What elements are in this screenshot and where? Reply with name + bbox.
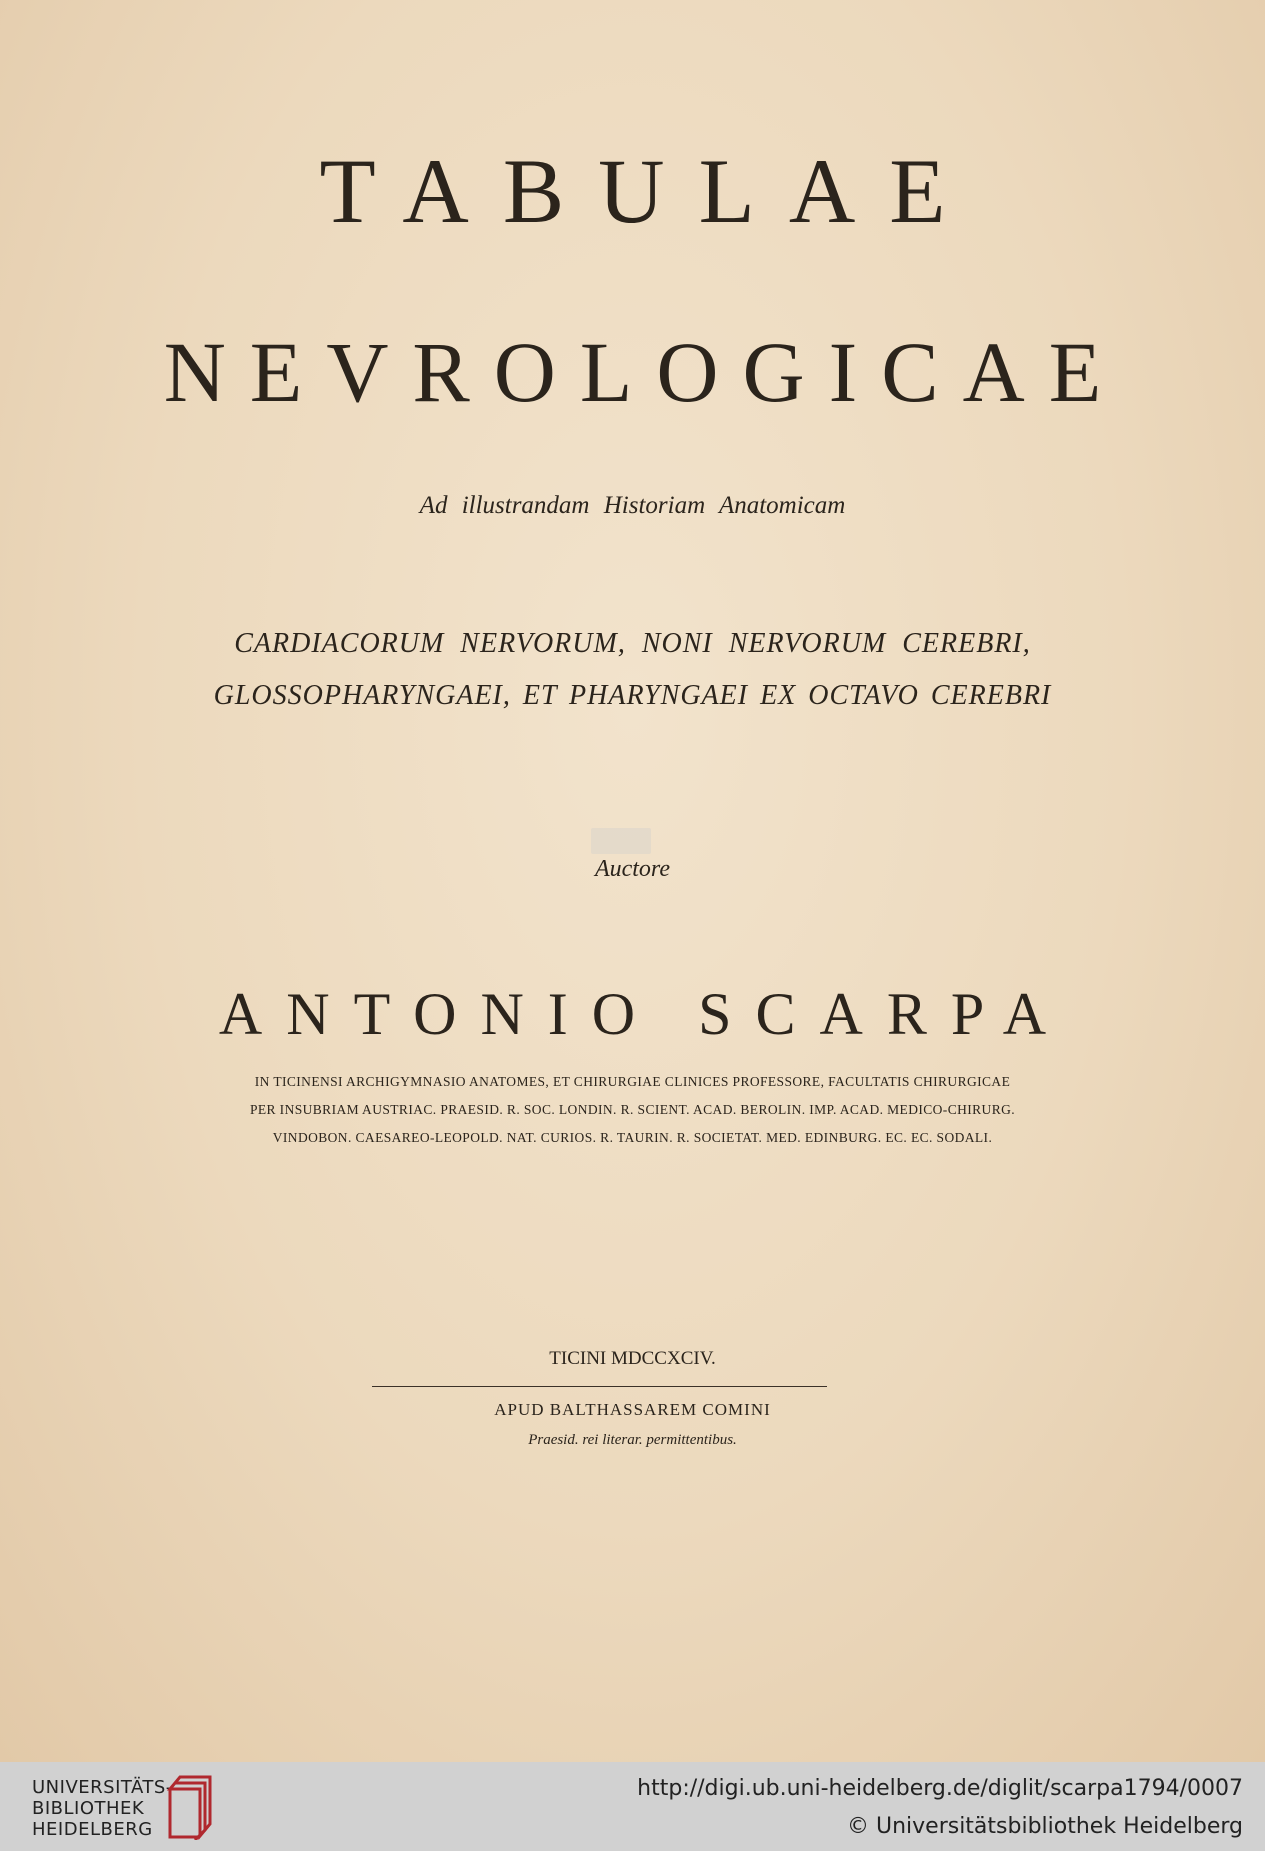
copyright-notice: © Universitätsbibliothek Heidelberg [846,1814,1243,1839]
library-logo-icon[interactable] [166,1774,212,1844]
author-name: ANTONIO SCARPA [218,981,1071,1047]
title-line-1: TABULAE [319,140,980,242]
content-line-2: GLOSSOPHARYNGAEI, ET PHARYNGAEI EX OCTAVO CEREBRI [213,680,1052,711]
publisher: APUD BALTHASSAREM COMINI [494,1400,771,1419]
permalink-url[interactable]: http://digi.ub.uni-heidelberg.de/diglit/scarpa1794/0007 [637,1776,1243,1801]
content-line-1: CARDIACORUM NERVORUM, NONI NERVORUM CEREBRI, [234,628,1031,659]
library-name-line: HEIDELBERG [32,1819,153,1840]
title-line-2: NEVROLOGICAE [163,324,1126,420]
footer-bar [0,1762,1265,1851]
author-credentials-line: IN TICINENSI ARCHIGYMNASIO ANATOMES, ET CHIRURGIAE CLINICES PROFESSORE, FACULTATIS CHIRURGICAE [254,1074,1011,1089]
library-name-line: BIBLIOTHEK [32,1798,145,1819]
author-credentials-line: PER INSUBRIAM AUSTRIAC. PRAESID. R. SOC. LONDIN. R. SCIENT. ACAD. BEROLIN. IMP. ACAD. MEDICO-CHIRURG. [249,1102,1016,1117]
library-name[interactable] [32,1777,173,1840]
library-name-line: UNIVERSITÄTS- [32,1777,173,1798]
place-date: TICINI MDCCXCIV. [549,1348,716,1369]
author-credentials-line: VINDOBON. CAESAREO-LEOPOLD. NAT. CURIOS. R. TAURIN. R. SOCIETAT. MED. EDINBURG. EC. EC. SODALI. [272,1130,993,1145]
subtitle: Ad illustrandam Historiam Anatomicam [419,492,846,519]
permission-note: Praesid. rei literar. permittentibus. [528,1432,737,1448]
auctore-label: Auctore [594,856,671,882]
divider-rule [372,1386,827,1387]
library-stamp [591,828,651,854]
